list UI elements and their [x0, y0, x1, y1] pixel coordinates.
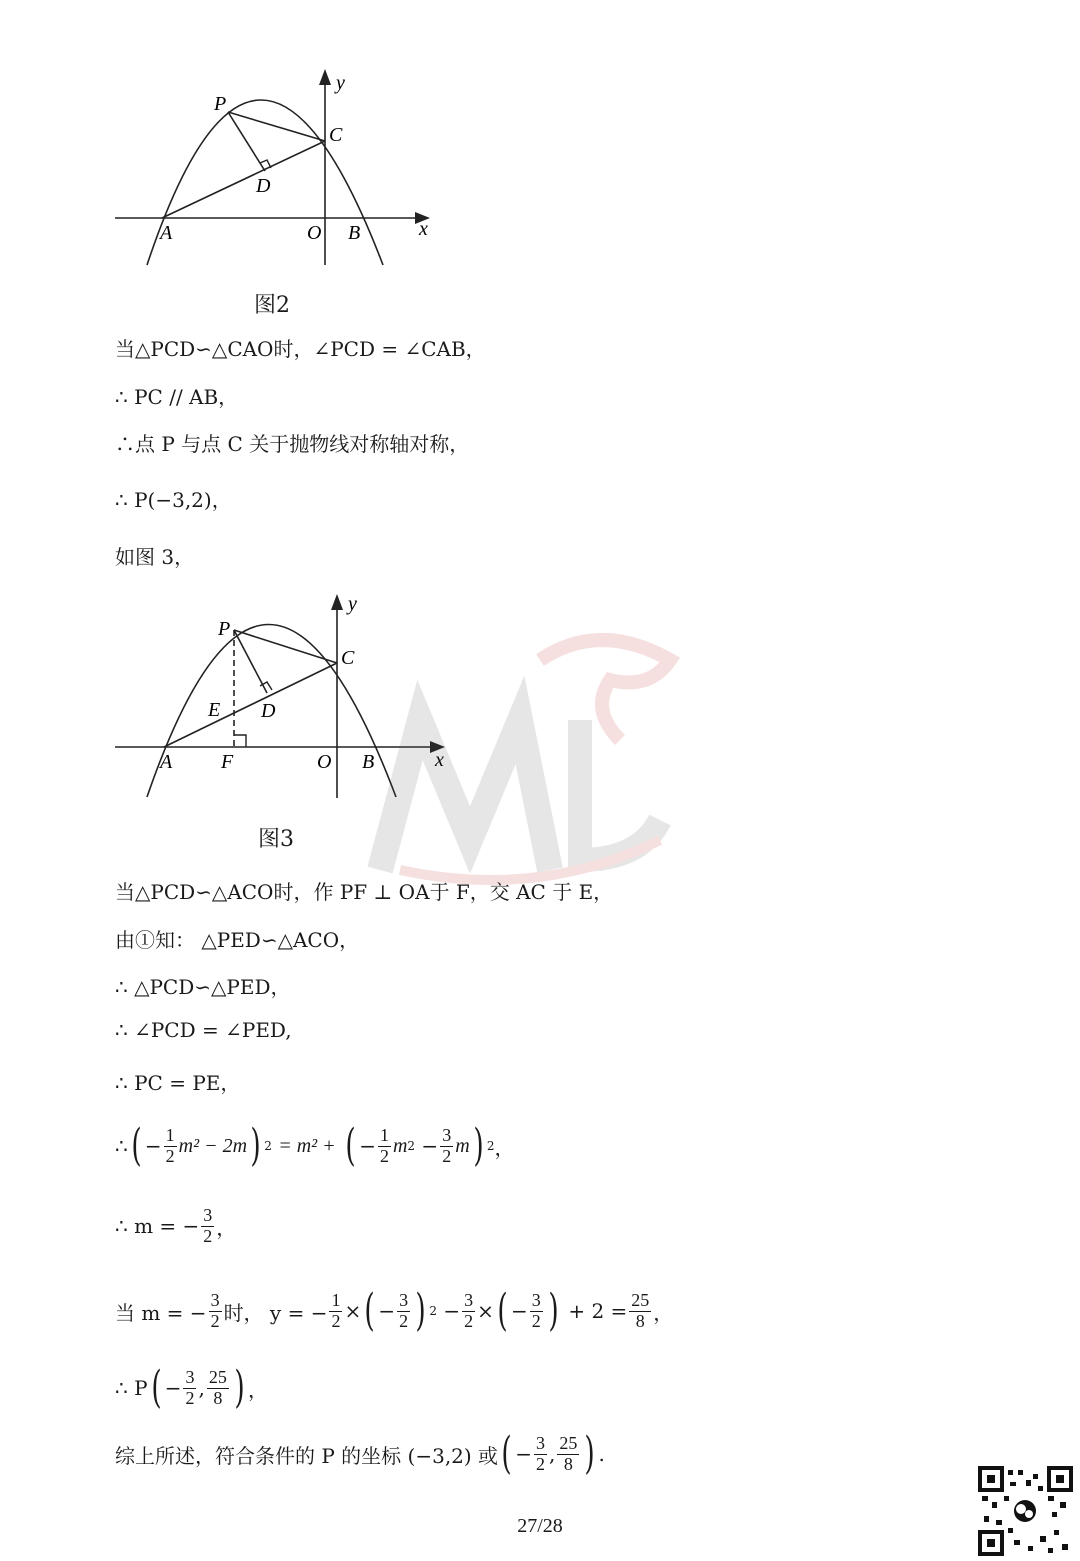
- qr-code: [978, 1466, 1073, 1560]
- right-angle-mark-F: [234, 735, 246, 747]
- label-D: D: [256, 175, 271, 197]
- segment-AC: [164, 663, 337, 747]
- text-line-5: 如图 3，: [115, 545, 195, 569]
- label-B: B: [348, 222, 361, 244]
- text-line-4: ∴ P(−3,2)，: [115, 488, 232, 512]
- watermark-logo: [360, 620, 690, 894]
- label-x: x: [435, 749, 444, 771]
- equation-point-p: ∴ P ( − $\frac{3}{2}$ , $\frac{25}{8}$ ) ，: [115, 1362, 269, 1413]
- text-line-1: 当△PCD∽△CAO时，∠PCD = ∠CAB，: [115, 337, 486, 361]
- label-B: B: [362, 751, 375, 773]
- figure-3-caption: 图3: [258, 827, 294, 852]
- label-F: F: [221, 751, 234, 773]
- label-P: P: [214, 93, 227, 115]
- text-line-9: ∴ ∠PCD = ∠PED,: [115, 1018, 292, 1042]
- label-C: C: [341, 647, 355, 669]
- equation-pc-equals-pe: ∴ ( − $\frac{1}{2}$ m² − 2m ) 2 = m² + ( − $\frac{1}{2}$ m 2 − $\frac{3}{2}$ m ) 2 ，: [115, 1120, 515, 1171]
- equation-m-value: ∴ m = − $\frac{3}{2}$ ，: [115, 1205, 237, 1246]
- label-y: y: [336, 72, 345, 94]
- text-line-6: 当△PCD∽△ACO时，作 PF ⊥ OA于 F，交 AC 于 E，: [115, 880, 614, 904]
- label-O: O: [317, 751, 332, 773]
- figure-2-caption: 图2: [254, 293, 290, 318]
- segment-AC: [162, 141, 325, 218]
- label-A: A: [160, 751, 173, 773]
- label-D: D: [261, 700, 276, 722]
- text-line-10: ∴ PC = PE，: [115, 1071, 241, 1095]
- label-P: P: [218, 618, 231, 640]
- label-O: O: [307, 222, 322, 244]
- label-C: C: [329, 124, 343, 146]
- qr-code-icon: [978, 1466, 1073, 1556]
- text-line-7: 由①知： △PED∽△ACO，: [115, 928, 360, 952]
- text-line-3: ∴点 P 与点 C 关于抛物线对称轴对称，: [115, 432, 470, 456]
- page-number: 27/28: [517, 1515, 563, 1537]
- text-line-2: ∴ PC // AB，: [115, 385, 239, 409]
- label-x: x: [419, 218, 428, 240]
- text-line-8: ∴ △PCD∽△PED，: [115, 975, 291, 999]
- label-E: E: [208, 699, 221, 721]
- label-A: A: [160, 222, 173, 244]
- label-y: y: [348, 593, 357, 615]
- dragon-ml-logo: [360, 620, 690, 890]
- figure-2-diagram: [110, 65, 440, 275]
- figure-2: [110, 65, 440, 275]
- equation-y-value: 当 m = − $\frac{3}{2}$ 时， y = − $\frac{1}{2}$ × ( − $\frac{3}{2}$ ) 2 − $\frac{3}{2}$ × ( − $\frac{3}{2}$ ) + 2 = $\frac{25}{8}$ ，: [115, 1285, 674, 1336]
- conclusion-line: 综上所述，符合条件的 P 的坐标 (−3,2) 或 ( − $\frac{3}{2}$ , $\frac{25}{8}$ ) .: [115, 1428, 605, 1479]
